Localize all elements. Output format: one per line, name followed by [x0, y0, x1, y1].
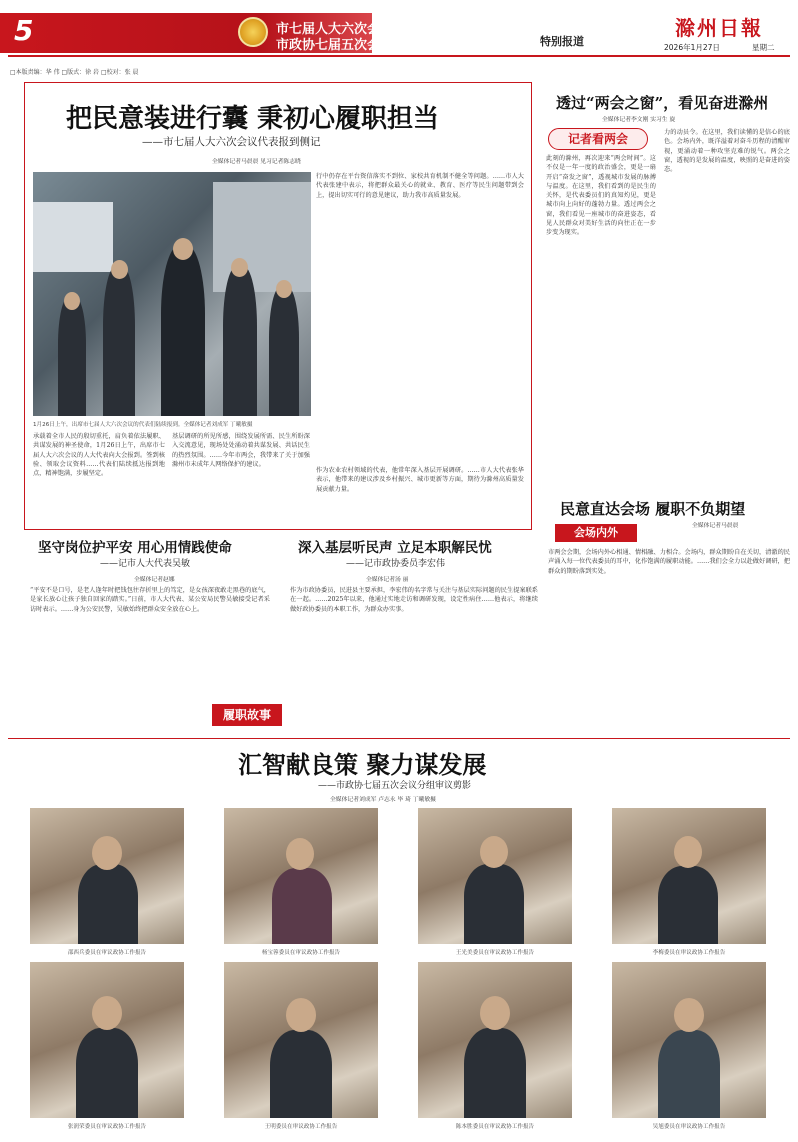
right-story-title: 透过“两会之窗”，看见奋进滁州 [556, 94, 769, 112]
bottom-photo-1 [30, 808, 184, 944]
bottom-photo-6 [224, 962, 378, 1118]
left-box-text: “平安不是口号，是老人逢年时把钱包往存折里上的笃定，是女孩深夜敢走黑巷的底气，是家长放心让孩子独自回家的踏实。”日前，市人大代表、某公安局民警吴敏接受记者采访时表示。……身为公安民警，吴敏始终把群众安全放在心上。 [30, 587, 270, 613]
bottom-story-byline: 全媒体记者刘成军 卢志永 毕 琦 丁曦敏摄 [330, 797, 436, 803]
section-label: 特别报道 [540, 35, 584, 48]
bottom-photo-8 [612, 962, 766, 1118]
right-box-byline: 全媒体记者马晨晨 [692, 523, 739, 529]
bottom-caption-7: 陈本胜委员在审议政协工作报告 [455, 1124, 535, 1130]
paper-name-logo: 滁州日報 [675, 16, 763, 40]
mid-box-byline: 全媒体记者汤 丽 [366, 577, 409, 583]
main-story-col1: 承载着全市人民的殷切重托，肩负着依法履职、共谋发展的神圣使命，1月26日上午，出席市七届人大六次会议的人大代表向大会报到。签到核验、领取会议资料……代表们陆续抵达报到地点，精神饱满，步履坚定。 [33, 433, 165, 478]
right-box-tag: 会场内外 [555, 524, 637, 542]
main-story-title: 把民意装进行囊 秉初心履职担当 [66, 104, 440, 134]
mid-box-title: 深入基层听民声 立足本职解民忧 [298, 540, 492, 556]
right-story-byline: 全媒体记者李文刚 实习生 旋 [602, 117, 676, 123]
emblem-icon [238, 17, 268, 47]
main-story-col3: 基层调研的所见所感，围绕发展所需、民生所盼深入交流意见，现场处处涌动着共谋发展、共话民生的热烈氛围。……今年市两会，我带来了关于加强滁州市未成年人网络保护的建议。 [172, 433, 310, 468]
bottom-story-subtitle: ——市政协七届五次会议分组审议剪影 [318, 781, 472, 791]
bottom-photo-2 [224, 808, 378, 944]
bottom-photo-5 [30, 962, 184, 1118]
main-story-col2: 行中仍存在平台资信落实不到位、家校共育机制不健全等问题。……市人大代表张建中表示，将把群众最关心的就业、教育、医疗等民生问题带到会上，提出切实可行的意见建议，助力我市高质量发展。 [316, 173, 524, 199]
main-story-col4: 作为农业农村领域的代表，他常年深入基层开展调研。……市人大代表张华表示，他带来的建议涉及乡村振兴、城市更新等方面，期待为滁州高质量发展贡献力量。 [316, 467, 524, 493]
bottom-caption-2: 杨宝蓉委员在审议政协工作报告 [261, 950, 341, 956]
mid-box-text: 作为市政协委员，民进县主要承担，李宏伟的名字常与关注与基层实际问题的民生提案联系在一起。……2025年以来，他通过实地走访和调研发现，设定性病住……他表示，将继续做好政协委员的本职工作，为群众办实事。 [290, 587, 538, 613]
right-story-text2: 力的动员令。在这里，我们读懂的是信心的底色。会场内外，既洋溢着对奋斗历程的清醒审视，更涌动着一种攻坚克难的锐气。两会之窗，透视的是发展的温度，映照的是奋进的姿态。 [664, 129, 790, 174]
editors-line: □本版责编：华 伟 □版式：徐 岩 □校对：张 晨 [10, 69, 139, 76]
main-story-photo-caption: 1月26日上午，出席市七届人大六次会议的代表们陆续报到。全媒体记者刘成军 丁曦敏摄 [33, 422, 253, 428]
bottom-caption-3: 王光美委员在审议政协工作报告 [455, 950, 535, 956]
bottom-photo-7 [418, 962, 572, 1118]
header-rule [8, 55, 790, 57]
main-story-photo [33, 172, 311, 416]
column-tag-badge [548, 128, 648, 150]
left-box-subtitle: ——记市人大代表吴敏 [100, 559, 191, 569]
bottom-caption-6: 王明委员在审议政协工作报告 [264, 1124, 338, 1130]
right-box-title: 民意直达会场 履职不负期望 [560, 500, 746, 518]
main-story-byline: 全媒体记者马晨晨 见习记者陈志晓 [212, 159, 301, 165]
header-title-line2: 市政协七届五次会议 [276, 38, 394, 53]
right-box-text: 市两会会期，会场内外心相通、情相融、力相合。会场内，群众期盼自在关切，清澈的民声涌入每一位代表委员的耳中，化作饱满的履职动能。……我们会全力以赴做好调研，把群众的期盼落到实处。 [548, 549, 790, 575]
mid-box-subtitle: ——记市政协委员李宏伟 [346, 559, 446, 569]
bottom-caption-5: 张润荣委员在审议政协工作报告 [67, 1124, 147, 1130]
header-title-line1: 市七届人大六次会议 [276, 22, 394, 37]
issue-weekday: 星期二 [752, 43, 775, 52]
page-header [0, 0, 798, 64]
bottom-caption-4: 李梅委员在审议政协工作报告 [652, 950, 726, 956]
issue-date: 2026年1月27日 [664, 43, 720, 52]
bottom-photo-4 [612, 808, 766, 944]
bottom-story-title: 汇智献良策 聚力谋发展 [238, 750, 487, 779]
left-box-tag: 履职故事 [212, 704, 282, 726]
bottom-caption-8: 吴旭委员在审议政协工作报告 [652, 1124, 726, 1130]
bottom-photo-3 [418, 808, 572, 944]
column-tag-label: 记者看两会 [567, 132, 628, 146]
left-box-title: 坚守岗位护平安 用心用情践使命 [38, 540, 232, 556]
bottom-divider [8, 738, 790, 739]
main-story-subtitle: ——市七届人大六次会议代表报到侧记 [142, 136, 321, 148]
page-number: 5 [14, 14, 34, 47]
left-box-byline: 全媒体记者赵娜 [134, 577, 175, 583]
building-shape [213, 182, 311, 292]
bus-shape [33, 202, 113, 272]
right-story-text: 此刻的滁州，再次迎来“两会时间”。这不仅是一年一度的政治盛会，更是一扇开启“奋发之窗”，透视城市发展的脉搏与温度。在这里，我们看到的是民生的关怀，是代表委员们的真知灼见，更是城市向上向好的蓬勃力量。透过两会之窗，我们看见一座城市的奋进姿态，看见人民群众对美好生活的向往正在一步步变为现实。 [546, 155, 656, 237]
bottom-caption-1: 邵西兵委员在审议政协工作报告 [67, 950, 147, 956]
